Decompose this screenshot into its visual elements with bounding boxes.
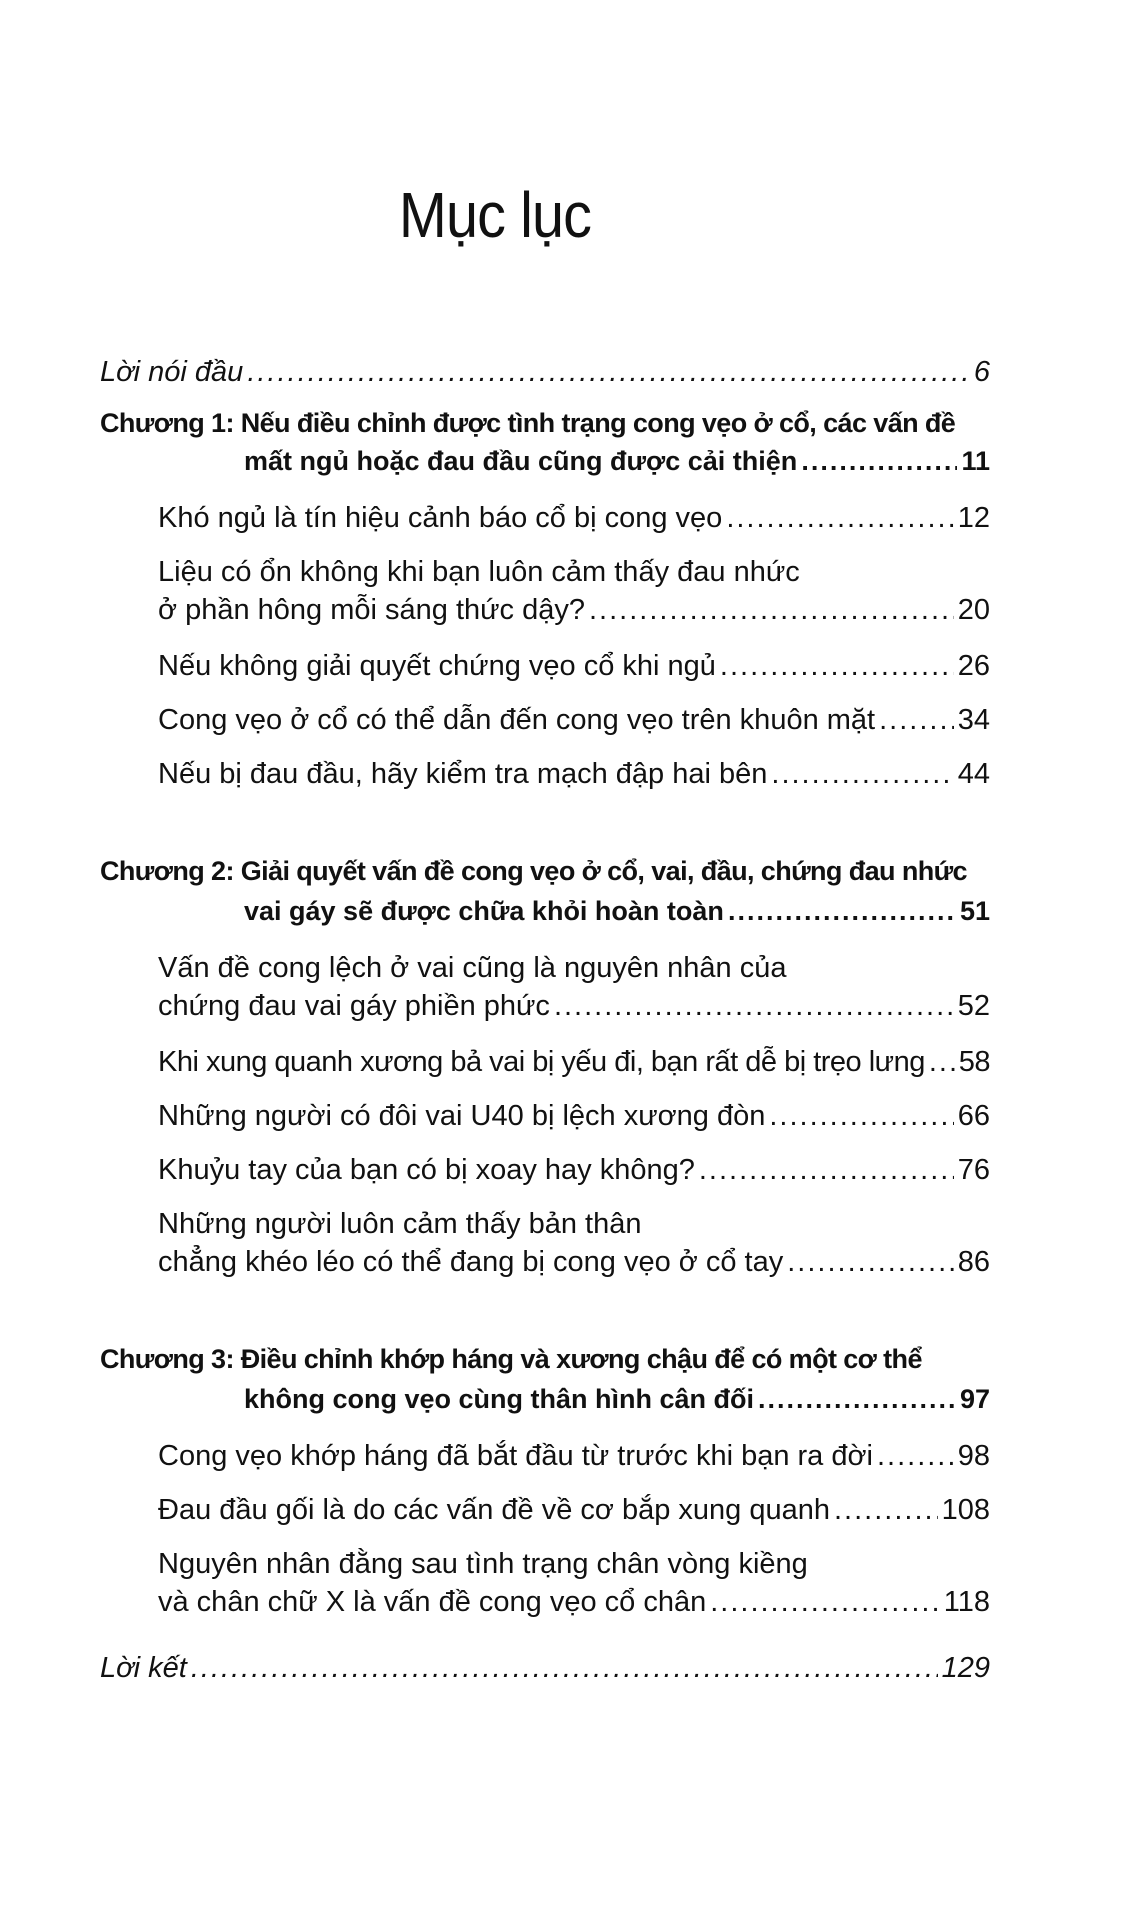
dot-leader bbox=[191, 1652, 938, 1685]
dot-leader bbox=[720, 650, 954, 683]
toc-entry-label: vai gáy sẽ được chữa khỏi hoàn toàn bbox=[244, 896, 724, 926]
toc-section[interactable]: Nếu không giải quyết chứng vẹo cổ khi ngủ ..... 26 bbox=[158, 650, 990, 683]
toc-page-number: 98 bbox=[957, 1440, 990, 1472]
toc-section[interactable]: Cong vẹo khớp háng đã bắt đầu từ trước khi bạn ra đời ..... 98 bbox=[158, 1440, 990, 1473]
toc-section[interactable]: Nếu bị đau đầu, hãy kiểm tra mạch đập hai bên ..... 44 bbox=[158, 758, 990, 791]
toc-page-number: 51 bbox=[959, 896, 990, 926]
dot-leader bbox=[554, 990, 954, 1023]
toc-section-line1[interactable]: Vấn đề cong lệch ở vai cũng là nguyên nhân của bbox=[158, 952, 787, 984]
toc-page-number: 66 bbox=[957, 1100, 990, 1132]
dot-leader bbox=[769, 1100, 953, 1133]
toc-entry-preface[interactable] bbox=[100, 356, 990, 389]
toc-section-line1[interactable]: Nguyên nhân đằng sau tình trạng chân vòng kiềng bbox=[158, 1548, 808, 1580]
dot-leader bbox=[758, 1384, 956, 1415]
toc-entry-label: Lời kết bbox=[100, 1652, 187, 1684]
toc-section[interactable]: và chân chữ X là vấn đề cong vẹo cổ chân ..... 118 bbox=[158, 1586, 990, 1619]
toc-page-number: 108 bbox=[941, 1494, 990, 1526]
toc-section[interactable]: Khó ngủ là tín hiệu cảnh báo cổ bị cong vẹo ..... 12 bbox=[158, 502, 990, 535]
dot-leader bbox=[929, 1046, 955, 1079]
toc-section[interactable]: ở phần hông mỗi sáng thức dậy? ..... 20 bbox=[158, 594, 990, 627]
toc-entry-chapter-2[interactable] bbox=[244, 896, 990, 927]
toc-page-number: 118 bbox=[943, 1586, 990, 1618]
toc-section-line1[interactable]: Liệu có ổn không khi bạn luôn cảm thấy đau nhức bbox=[158, 556, 800, 588]
toc-page-number: 129 bbox=[941, 1652, 990, 1684]
toc-page-number: 6 bbox=[973, 356, 990, 388]
toc-entry-label: không cong vẹo cùng thân hình cân đối bbox=[244, 1384, 754, 1414]
dot-leader bbox=[877, 1440, 954, 1473]
toc-section[interactable]: Khuỷu tay của bạn có bị xoay hay không? ..... 76 bbox=[158, 1154, 990, 1187]
toc-entry-chapter-3[interactable] bbox=[244, 1384, 990, 1415]
dot-leader bbox=[879, 704, 954, 737]
toc-section[interactable]: Những người có đôi vai U40 bị lệch xương đòn ..... 66 bbox=[158, 1100, 990, 1133]
toc-page-number: 52 bbox=[957, 990, 990, 1022]
chapter-2-heading-line1[interactable]: Chương 2: Giải quyết vấn đề cong vẹo ở cổ, vai, đầu, chứng đau nhức bbox=[100, 856, 967, 886]
toc-entry-label: mất ngủ hoặc đau đầu cũng được cải thiện bbox=[244, 446, 798, 476]
dot-leader bbox=[834, 1494, 938, 1527]
toc-page-number: 58 bbox=[958, 1046, 990, 1078]
toc-entry-chapter-1[interactable] bbox=[244, 446, 990, 477]
toc-page-number: 12 bbox=[957, 502, 990, 534]
toc-page-number: 86 bbox=[957, 1246, 990, 1278]
toc-section[interactable]: chứng đau vai gáy phiền phức ..... 52 bbox=[158, 990, 990, 1023]
toc-entry-epilogue[interactable] bbox=[100, 1652, 990, 1685]
toc-page-number: 34 bbox=[957, 704, 990, 736]
toc-page-number: 97 bbox=[959, 1384, 990, 1414]
page-title: Mục lục bbox=[398, 179, 592, 251]
dot-leader bbox=[787, 1246, 954, 1279]
dot-leader bbox=[710, 1586, 940, 1619]
toc-page-number: 11 bbox=[961, 446, 990, 476]
dot-leader bbox=[589, 594, 954, 627]
toc-section[interactable]: Khi xung quanh xương bả vai bị yếu đi, bạn rất dễ bị trẹo lưng ..... 58 bbox=[158, 1046, 990, 1079]
toc-section[interactable]: Đau đầu gối là do các vấn đề về cơ bắp xung quanh ..... 108 bbox=[158, 1494, 990, 1527]
chapter-3-heading-line1[interactable]: Chương 3: Điều chỉnh khớp háng và xương chậu để có một cơ thể bbox=[100, 1344, 922, 1374]
toc-page-number: 20 bbox=[957, 594, 990, 626]
dot-leader bbox=[247, 356, 970, 389]
dot-leader bbox=[771, 758, 953, 791]
dot-leader bbox=[699, 1154, 954, 1187]
toc-section[interactable]: Cong vẹo ở cổ có thể dẫn đến cong vẹo trên khuôn mặt ..... 34 bbox=[158, 704, 990, 737]
dot-leader bbox=[726, 502, 953, 535]
toc-page-number: 44 bbox=[957, 758, 990, 790]
toc-entry-label: Lời nói đầu bbox=[100, 356, 244, 388]
toc-page-number: 76 bbox=[957, 1154, 990, 1186]
chapter-1-heading-line1[interactable]: Chương 1: Nếu điều chỉnh được tình trạng cong vẹo ở cổ, các vấn đề bbox=[100, 408, 956, 438]
dot-leader bbox=[728, 896, 956, 927]
toc-page-number: 26 bbox=[957, 650, 990, 682]
dot-leader bbox=[801, 446, 957, 477]
toc-section-line1[interactable]: Những người luôn cảm thấy bản thân bbox=[158, 1208, 642, 1240]
toc-section[interactable]: chẳng khéo léo có thể đang bị cong vẹo ở cổ tay ..... 86 bbox=[158, 1246, 990, 1279]
